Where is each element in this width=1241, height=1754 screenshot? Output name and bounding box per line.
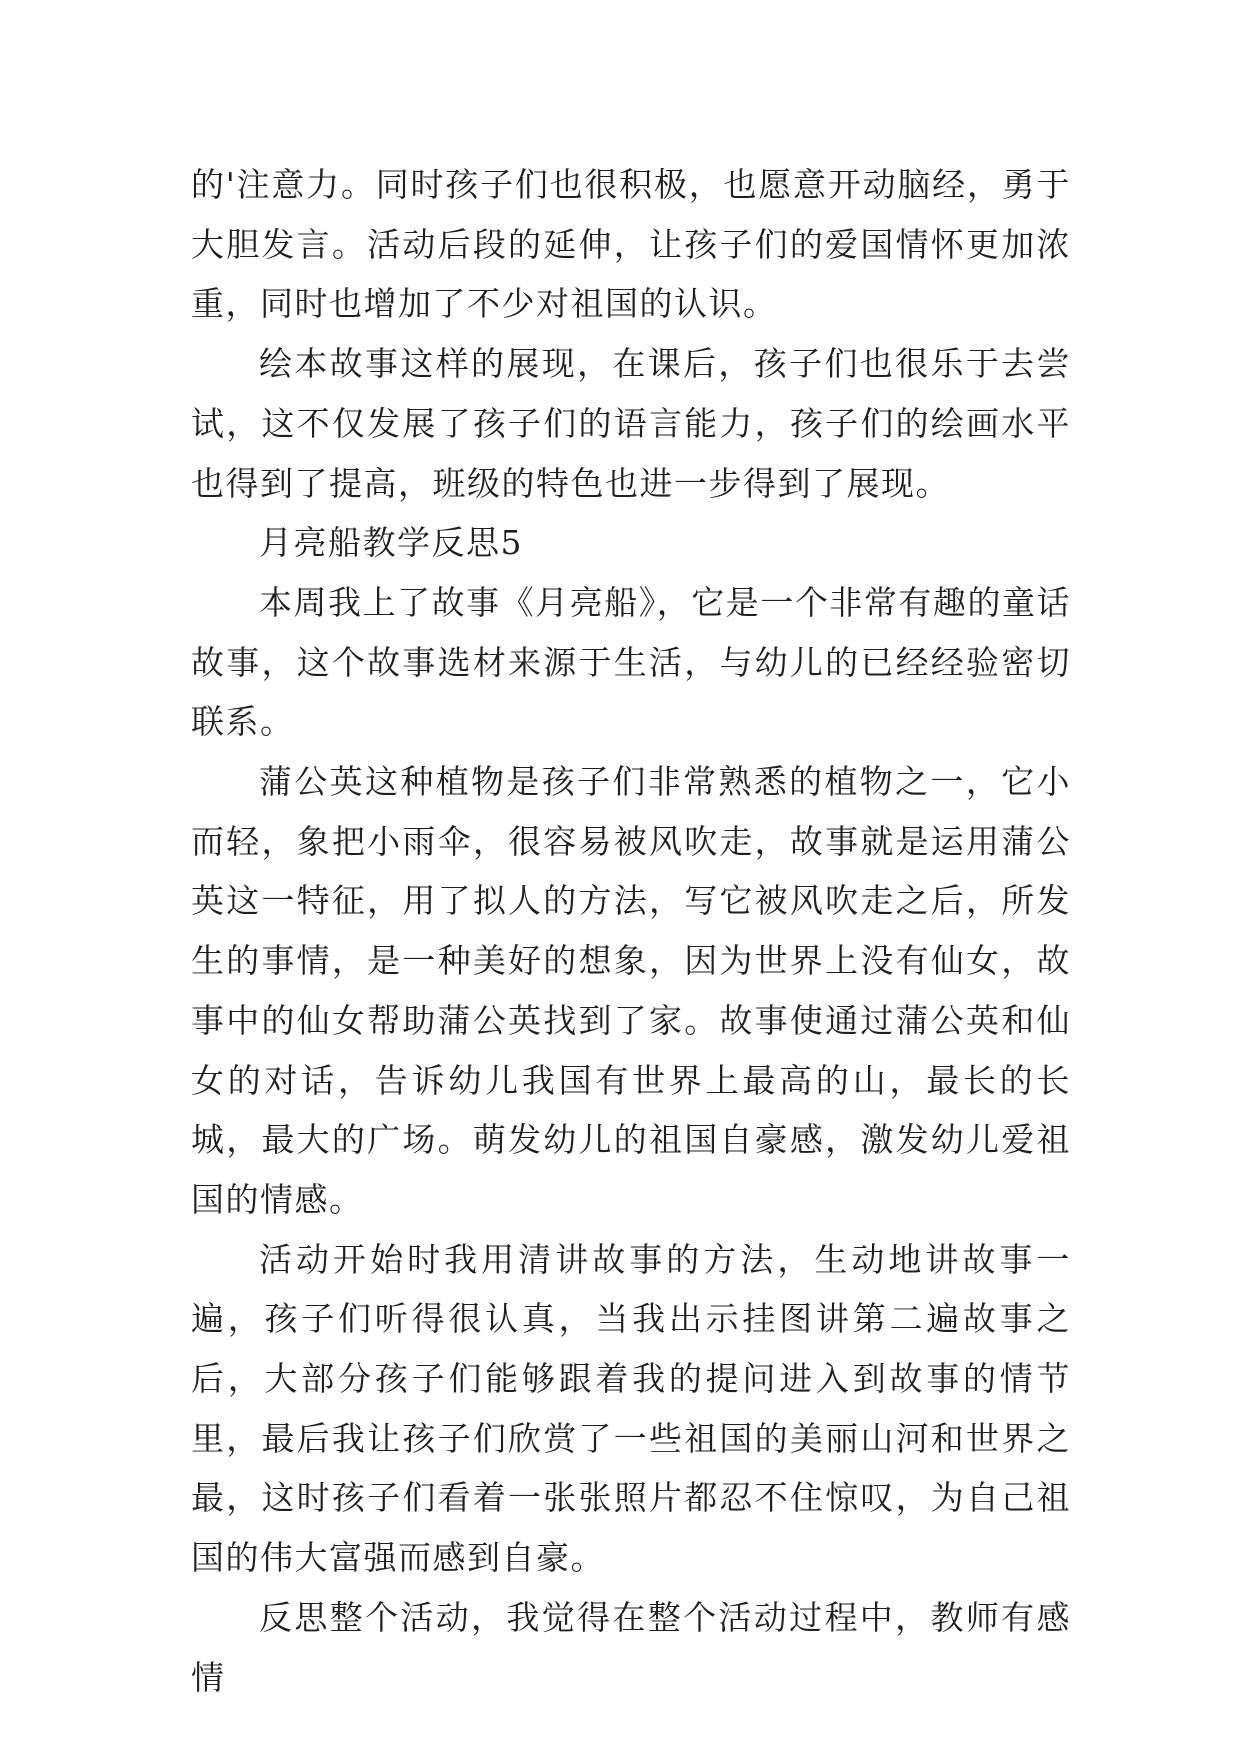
paragraph-dandelion: 蒲公英这种植物是孩子们非常熟悉的植物之一，它小而轻，象把小雨伞，很容易被风吹走，故事就是运用蒲公英这一特征，用了拟人的方法，写它被风吹走之后，所发生的事情，是一种美好的想象，因为世界上没有仙女，故事中的仙女帮助蒲公英找到了家。故事使通过蒲公英和仙女的对话，告诉幼儿我国有世界上最高的山，最长的长城，最大的广场。萌发幼儿的祖国自豪感，激发幼儿爱祖国的情感。 [191, 762, 1071, 1219]
paragraph-reflection: 反思整个活动，我觉得在整个活动过程中，教师有感情 [191, 1597, 1071, 1697]
document-body [191, 155, 1071, 1707]
paragraph-picture-book: 绘本故事这样的展现，在课后，孩子们也很乐于去尝试，这不仅发展了孩子们的语言能力，孩子们的绘画水平也得到了提高，班级的特色也进一步得到了展现。 [191, 344, 1071, 503]
paragraph-continuation: 的'注意力。同时孩子们也很积极，也愿意开动脑经，勇于大胆发言。活动后段的延伸，让孩子们的爱国情怀更加浓重，同时也增加了不少对祖国的认识。 [191, 165, 1071, 324]
paragraph-intro: 本周我上了故事《月亮船》，它是一个非常有趣的童话故事，这个故事选材来源于生活，与幼儿的已经经验密切联系。 [191, 582, 1071, 742]
paragraph-activity: 活动开始时我用清讲故事的方法，生动地讲故事一遍，孩子们听得很认真，当我出示挂图讲第二遍故事之后，大部分孩子们能够跟着我的提问进入到故事的情节里，最后我让孩子们欣赏了一些祖国的美丽山河和世界之最，这时孩子们看着一张张照片都忍不住惊叹，为自己祖国的伟大富强而感到自豪。 [191, 1239, 1071, 1578]
section-heading: 月亮船教学反思5 [259, 523, 523, 563]
